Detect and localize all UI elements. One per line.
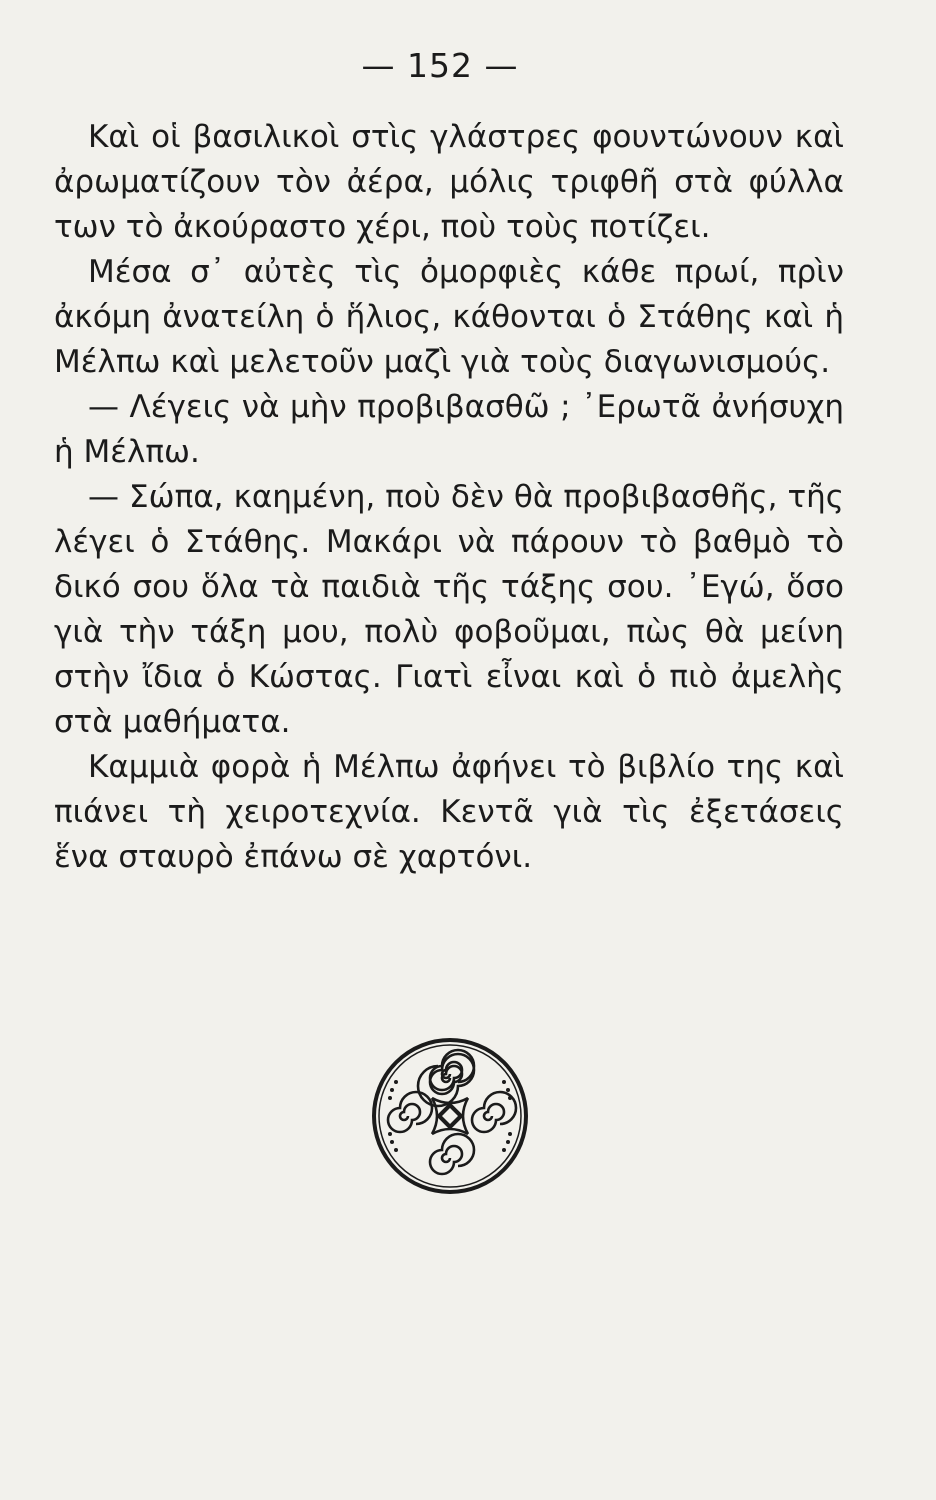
dialogue-melpo: — Λέγεις νὰ μὴν προβιβασθῶ ; ᾿Ερωτᾶ ἀνήσυχη ἡ Μέλπω. (54, 389, 844, 470)
spiral-roundel-ornament-icon (370, 1036, 530, 1196)
dialogue-stathis: — Σώπα, καημένη, ποὺ δὲν θὰ προβιβασθῆς, τῆς λέγει ὁ Στάθης. Μακάρι νὰ πάρουν τὸ βαθμὸ τὸ δικό σου ὅλα τὰ παιδιὰ τῆς τάξης σου. ᾿Εγώ, ὅσο γιὰ τὴν τάξη μου, πολὺ φοβοῦμαι, πὼς θὰ μείνη στὴν ἴδια ὁ Κώστας. Γιατὶ εἶναι καὶ ὁ πιὸ ἀμελὴς στὰ μαθήματα. (54, 479, 844, 740)
body-text (54, 115, 844, 880)
page-number: — 152 — (361, 46, 519, 85)
paragraph-2: Μέσα σ᾿ αὐτὲς τὶς ὀμορφιὲς κάθε πρωί, πρὶν ἀκόμη ἀνατείλη ὁ ἥλιος, κάθονται ὁ Στάθης καὶ ἡ Μέλπω καὶ μελετοῦν μαζὶ γιὰ τοὺς διαγωνισμούς. (54, 254, 844, 380)
paragraph-5: Καμμιὰ φορὰ ἡ Μέλπω ἀφήνει τὸ βιβλίο της καὶ πιάνει τὴ χειροτεχνία. Κεντᾶ γιὰ τὶς ἐξετάσεις ἕνα σταυρὸ ἐπάνω σὲ χαρτόνι. (54, 749, 844, 875)
paragraph-1: Καὶ οἱ βασιλικοὶ στὶς γλάστρες φουντώνουν καὶ ἀρωματίζουν τὸν ἀέρα, μόλις τριφθῆ στὰ φύλλα των τὸ ἀκούραστο χέρι, ποὺ τοὺς ποτίζει. (54, 119, 844, 245)
